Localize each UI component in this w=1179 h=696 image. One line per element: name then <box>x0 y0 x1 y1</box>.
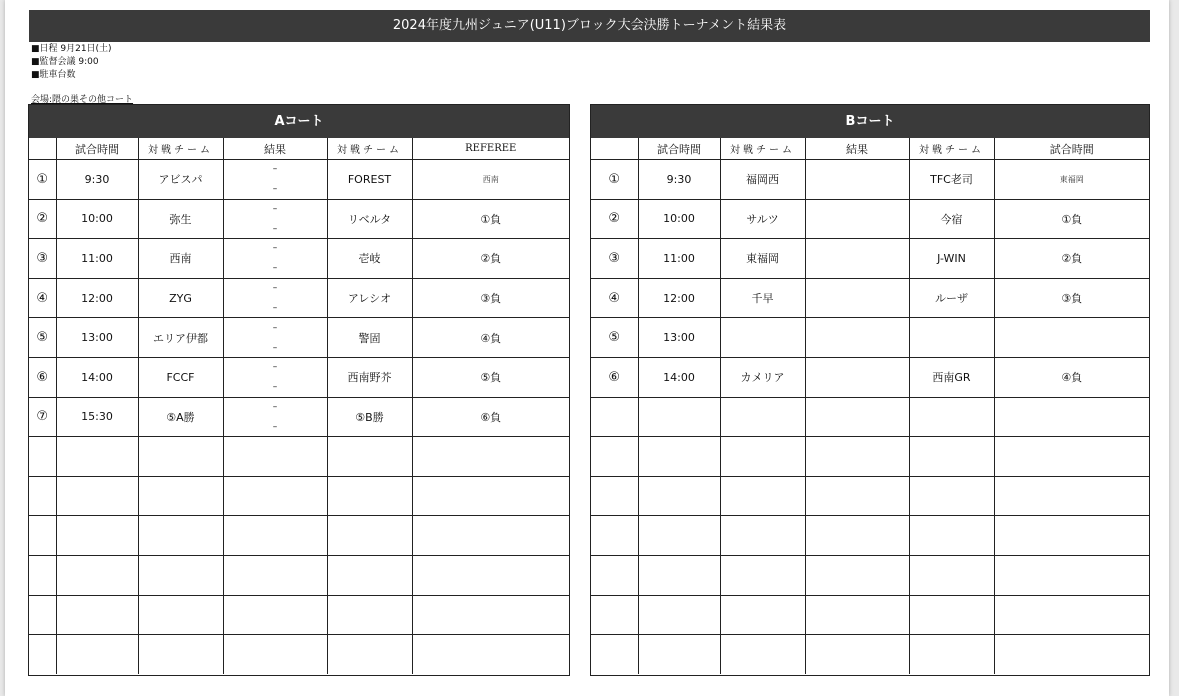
table-row <box>591 357 1149 397</box>
team2: 西南野芥 <box>327 357 412 397</box>
result-cell <box>223 397 327 437</box>
table-row <box>29 160 569 200</box>
header-no <box>29 138 56 160</box>
result-dash: – <box>272 223 278 234</box>
result-dash: – <box>272 342 278 353</box>
referee: ③負 <box>994 278 1149 318</box>
document-page <box>5 0 1169 696</box>
team1: 福岡西 <box>720 160 805 200</box>
header-no <box>591 138 638 160</box>
info-schedule: ■日程 9月21日(土) <box>31 44 112 54</box>
table-row <box>591 278 1149 318</box>
referee: ④負 <box>994 357 1149 397</box>
match-no: ② <box>29 199 56 239</box>
team2: ⑤B勝 <box>327 397 412 437</box>
team1: サルツ <box>720 199 805 239</box>
result-cell <box>805 239 909 279</box>
result-dash: – <box>272 203 278 214</box>
result-cell <box>223 239 327 279</box>
match-no: ⑥ <box>591 357 638 397</box>
team2: リベルタ <box>327 199 412 239</box>
table-row <box>591 318 1149 358</box>
team2: J-WIN <box>909 239 994 279</box>
team2: 西南GR <box>909 357 994 397</box>
match-no: ① <box>29 160 56 200</box>
table-row <box>591 199 1149 239</box>
referee: 東福岡 <box>994 160 1149 200</box>
match-no: ④ <box>591 278 638 318</box>
table-row <box>591 160 1149 200</box>
team1: FCCF <box>138 357 223 397</box>
team1: エリア伊都 <box>138 318 223 358</box>
header-result: 結果 <box>805 138 909 160</box>
court-a-header-row <box>29 138 569 160</box>
referee: ①負 <box>994 199 1149 239</box>
referee: ⑥負 <box>412 397 569 437</box>
table-row <box>29 278 569 318</box>
result-dash: – <box>272 382 278 393</box>
header-result: 結果 <box>223 138 327 160</box>
team1: ⑤A勝 <box>138 397 223 437</box>
referee: 西南 <box>412 160 569 200</box>
team1: 弥生 <box>138 199 223 239</box>
referee: ⑤負 <box>412 357 569 397</box>
empty-row <box>591 437 1149 477</box>
result-dash: – <box>272 401 278 412</box>
table-row <box>29 357 569 397</box>
empty-row <box>591 555 1149 595</box>
table-row <box>29 239 569 279</box>
empty-row <box>591 635 1149 674</box>
match-time: 12:00 <box>638 278 720 318</box>
result-cell <box>223 199 327 239</box>
referee: ①負 <box>412 199 569 239</box>
team2: ルーザ <box>909 278 994 318</box>
header-time: 試合時間 <box>638 138 720 160</box>
match-no: ④ <box>29 278 56 318</box>
result-dash: – <box>272 303 278 314</box>
info-parking: ■駐車台数 <box>31 70 76 80</box>
match-time: 14:00 <box>56 357 138 397</box>
team2: TFC老司 <box>909 160 994 200</box>
court-a-table <box>29 138 569 674</box>
table-row <box>29 199 569 239</box>
referee <box>994 318 1149 358</box>
match-no: ③ <box>29 239 56 279</box>
team1: 西南 <box>138 239 223 279</box>
court-b-panel <box>590 104 1150 676</box>
empty-row <box>591 516 1149 556</box>
result-cell <box>805 278 909 318</box>
header-time: 試合時間 <box>56 138 138 160</box>
court-b-header-row <box>591 138 1149 160</box>
result-dash: – <box>272 184 278 195</box>
team1: 千早 <box>720 278 805 318</box>
result-cell <box>223 318 327 358</box>
referee: ④負 <box>412 318 569 358</box>
result-cell <box>805 318 909 358</box>
header-team2: 対戦チーム <box>909 138 994 160</box>
match-no: ① <box>591 160 638 200</box>
referee: ③負 <box>412 278 569 318</box>
result-dash: – <box>272 362 278 373</box>
empty-row <box>29 595 569 635</box>
match-time: 9:30 <box>56 160 138 200</box>
result-cell <box>805 357 909 397</box>
result-dash: – <box>272 164 278 175</box>
header-team1: 対戦チーム <box>720 138 805 160</box>
result-cell <box>223 160 327 200</box>
match-time: 13:00 <box>638 318 720 358</box>
result-dash: – <box>272 263 278 274</box>
court-a-panel <box>28 104 570 676</box>
table-row <box>591 239 1149 279</box>
referee: ②負 <box>994 239 1149 279</box>
result-dash: – <box>272 421 278 432</box>
team1: ZYG <box>138 278 223 318</box>
header-team2: 対戦チーム <box>327 138 412 160</box>
match-time: 14:00 <box>638 357 720 397</box>
empty-row <box>591 476 1149 516</box>
match-no: ⑤ <box>29 318 56 358</box>
empty-row <box>29 516 569 556</box>
team2: 壱岐 <box>327 239 412 279</box>
team2: 今宿 <box>909 199 994 239</box>
result-cell <box>805 160 909 200</box>
match-no: ⑥ <box>29 357 56 397</box>
team1: アビスパ <box>138 160 223 200</box>
result-dash: – <box>272 243 278 254</box>
match-time: 11:00 <box>56 239 138 279</box>
referee: ②負 <box>412 239 569 279</box>
empty-row <box>591 397 1149 437</box>
match-time: 11:00 <box>638 239 720 279</box>
empty-row <box>29 555 569 595</box>
result-dash: – <box>272 322 278 333</box>
match-no: ② <box>591 199 638 239</box>
match-time: 10:00 <box>56 199 138 239</box>
team2 <box>909 318 994 358</box>
result-dash: – <box>272 283 278 294</box>
empty-row <box>29 437 569 477</box>
court-b-table <box>591 138 1149 674</box>
empty-row <box>591 595 1149 635</box>
header-referee: REFEREE <box>412 138 569 160</box>
match-time: 15:30 <box>56 397 138 437</box>
team2: FOREST <box>327 160 412 200</box>
match-no: ⑦ <box>29 397 56 437</box>
table-row <box>29 318 569 358</box>
match-time: 10:00 <box>638 199 720 239</box>
result-cell <box>805 199 909 239</box>
match-time: 13:00 <box>56 318 138 358</box>
team2: アレシオ <box>327 278 412 318</box>
team1: 東福岡 <box>720 239 805 279</box>
match-no: ③ <box>591 239 638 279</box>
court-a-title: Aコート <box>29 105 569 138</box>
venue-label: 会場:隈の巣その他コート <box>31 95 134 105</box>
match-no: ⑤ <box>591 318 638 358</box>
empty-row <box>29 635 569 674</box>
document-title: 2024年度九州ジュニア(U11)ブロック大会決勝トーナメント結果表 <box>29 10 1150 42</box>
header-referee: 試合時間 <box>994 138 1149 160</box>
info-meeting: ■監督会議 9:00 <box>31 57 99 67</box>
result-cell <box>223 357 327 397</box>
result-cell <box>223 278 327 318</box>
team1: カメリア <box>720 357 805 397</box>
table-row <box>29 397 569 437</box>
court-b-title: Bコート <box>591 105 1149 138</box>
team1 <box>720 318 805 358</box>
match-time: 12:00 <box>56 278 138 318</box>
header-team1: 対戦チーム <box>138 138 223 160</box>
team2: 警固 <box>327 318 412 358</box>
empty-row <box>29 476 569 516</box>
match-time: 9:30 <box>638 160 720 200</box>
